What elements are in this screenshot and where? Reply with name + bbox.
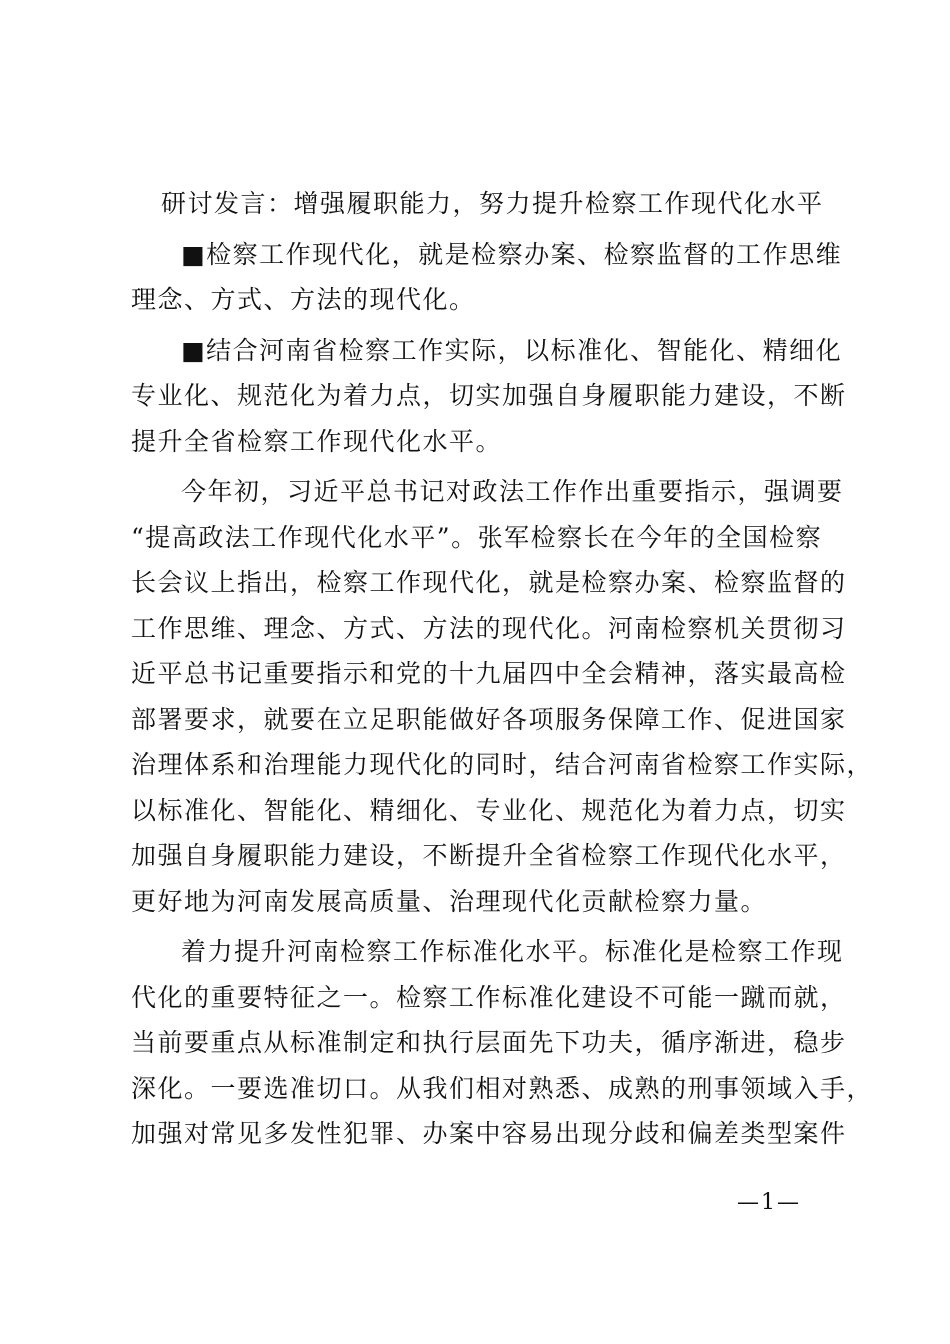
page-number: —1— (737, 1190, 801, 1215)
paragraph-line: 今年初，习近平总书记对政法工作作出重要指示，强调要 (181, 477, 844, 506)
paragraph-line: 加强自身履职能力建设，不断提升全省检察工作现代化水平， (131, 841, 847, 870)
paragraph-line: 当前要重点从标准制定和执行层面先下功夫，循序渐进，稳步 (131, 1028, 847, 1057)
paragraph-line: 长会议上指出，检察工作现代化，就是检察办案、检察监督的 (131, 568, 847, 597)
paragraph-line: 着力提升河南检察工作标准化水平。标准化是检察工作现 (181, 937, 844, 966)
paragraph-line: 工作思维、理念、方式、方法的现代化。河南检察机关贯彻习 (131, 613, 847, 643)
paragraph-summary-1 (131, 232, 843, 323)
document-title: 研讨发言：增强履职能力，努力提升检察工作现代化水平 (161, 189, 824, 218)
paragraph-line: “提高政法工作现代化水平”。张军检察长在今年的全国检察 (131, 522, 823, 552)
paragraph-line: 理念、方式、方法的现代化。 (131, 285, 476, 314)
paragraph-body-1 (131, 469, 874, 924)
paragraph-line: 专业化、规范化为着力点，切实加强自身履职能力建设，不断 (131, 381, 847, 410)
paragraph-line: 部署要求，就要在立足职能做好各项服务保障工作、促进国家 (131, 704, 847, 734)
paragraph-line: 加强对常见多发性犯罪、办案中容易出现分歧和偏差类型案件 (131, 1119, 847, 1148)
body-text (131, 181, 874, 1157)
paragraph-line: 代化的重要特征之一。检察工作标准化建设不可能一蹴而就， (131, 982, 847, 1012)
paragraph-body-2 (131, 929, 874, 1157)
paragraph-line: ■结合河南省检察工作实际，以标准化、智能化、精细化 (181, 335, 843, 365)
paragraph-line: ■检察工作现代化，就是检察办案、检察监督的工作思维 (181, 239, 843, 269)
paragraph-line: 提升全省检察工作现代化水平。 (131, 426, 503, 456)
paragraph-line: 治理体系和治理能力现代化的同时，结合河南省检察工作实际， (131, 750, 874, 779)
paragraph-line: 近平总书记重要指示和党的十九届四中全会精神，落实最高检 (131, 659, 847, 688)
paragraph-line: 以标准化、智能化、精细化、专业化、规范化为着力点，切实 (131, 795, 847, 825)
paragraph-line: 更好地为河南发展高质量、治理现代化贡献检察力量。 (131, 886, 768, 916)
paragraph-line: 深化。一要选准切口。从我们相对熟悉、成熟的刑事领域入手， (131, 1073, 874, 1103)
paragraph-summary-2 (131, 328, 847, 465)
